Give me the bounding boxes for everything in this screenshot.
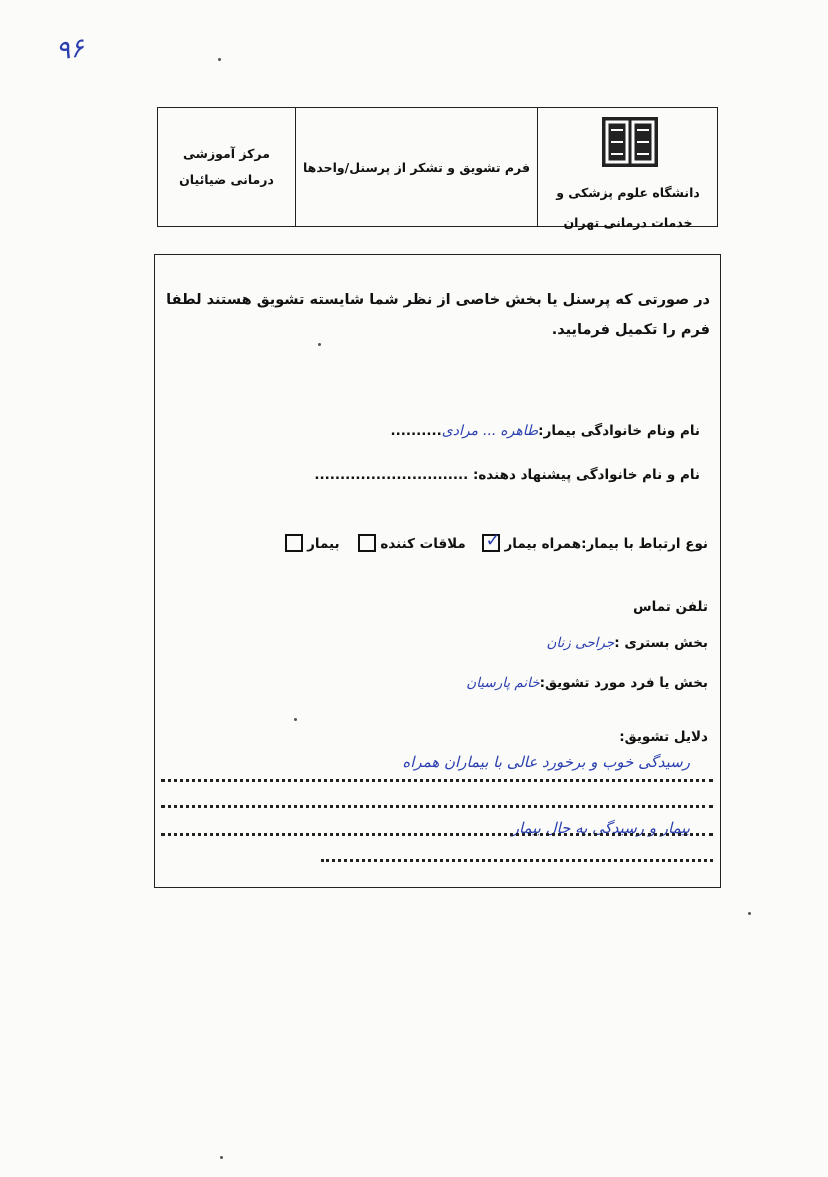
form-header	[157, 107, 718, 230]
university-line2: خدمات درمانی تهران	[563, 215, 693, 230]
relation-patient-label: بیمار	[307, 536, 340, 552]
scan-speck	[748, 912, 751, 915]
ward-row	[408, 635, 708, 651]
patient-name-dots: ..........	[390, 423, 442, 439]
university-name	[553, 178, 703, 238]
reasons-dotline-2	[161, 805, 713, 808]
tums-logo-icon	[601, 116, 659, 168]
patient-name-label: نام ونام خانوادگی بیمار:	[538, 423, 700, 439]
reasons-dotline-4	[321, 859, 713, 862]
patient-name-value[interactable]: طاهره ... مرادی	[441, 423, 539, 439]
reasons-dotline-3	[161, 833, 713, 836]
page-number: ۹۶	[54, 33, 86, 67]
intro-text: در صورتی که پرسنل یا بخش خاصی از نظر شما شایسته تشویق هستند لطفا فرم را تکمیل فرمایید.	[166, 292, 710, 338]
form-body	[154, 254, 721, 888]
relation-visitor-checkbox[interactable]	[358, 534, 376, 552]
reasons-line1[interactable]: رسیدگی خوب و برخورد عالی با بیماران همراه	[402, 753, 690, 771]
relation-visitor-label: ملاقات کننده	[380, 536, 466, 552]
suggester-row	[200, 467, 700, 483]
scan-speck	[294, 718, 297, 721]
suggester-dots[interactable]: ..............................	[314, 467, 473, 483]
relation-companion-label: همراه بیمار	[504, 536, 582, 552]
reasons-label: دلایل تشویق:	[619, 729, 708, 745]
scan-speck	[318, 343, 321, 346]
target-row	[408, 675, 708, 691]
scan-speck	[220, 1156, 223, 1159]
target-label: بخش یا فرد مورد تشویق:	[539, 675, 708, 691]
reasons-line2[interactable]: بیمار و رسیدگی به حال بیمار	[511, 819, 690, 837]
patient-name-row	[200, 423, 700, 439]
center-name: مرکز آموزشی درمانی ضیائیان	[158, 108, 296, 226]
target-value[interactable]: خانم پارسیان	[466, 675, 540, 691]
ward-value[interactable]: جراحی زنان	[546, 635, 615, 651]
suggester-label: نام و نام خانوادگی پیشنهاد دهنده:	[472, 467, 700, 483]
relation-label: نوع ارتباط با بیمار:	[581, 536, 708, 552]
scan-speck	[218, 58, 221, 61]
ward-label: بخش بستری :	[614, 635, 708, 651]
phone-label: تلفن تماس	[633, 599, 708, 615]
relation-companion-checkbox[interactable]	[482, 534, 500, 552]
form-title: فرم تشویق و تشکر از پرسنل/واحدها	[296, 108, 538, 226]
relation-patient-checkbox[interactable]	[285, 534, 303, 552]
university-cell	[538, 108, 717, 230]
relation-row	[168, 535, 708, 553]
university-line1: دانشگاه علوم پزشکی و	[556, 185, 700, 200]
reasons-dotline-1	[161, 779, 713, 782]
